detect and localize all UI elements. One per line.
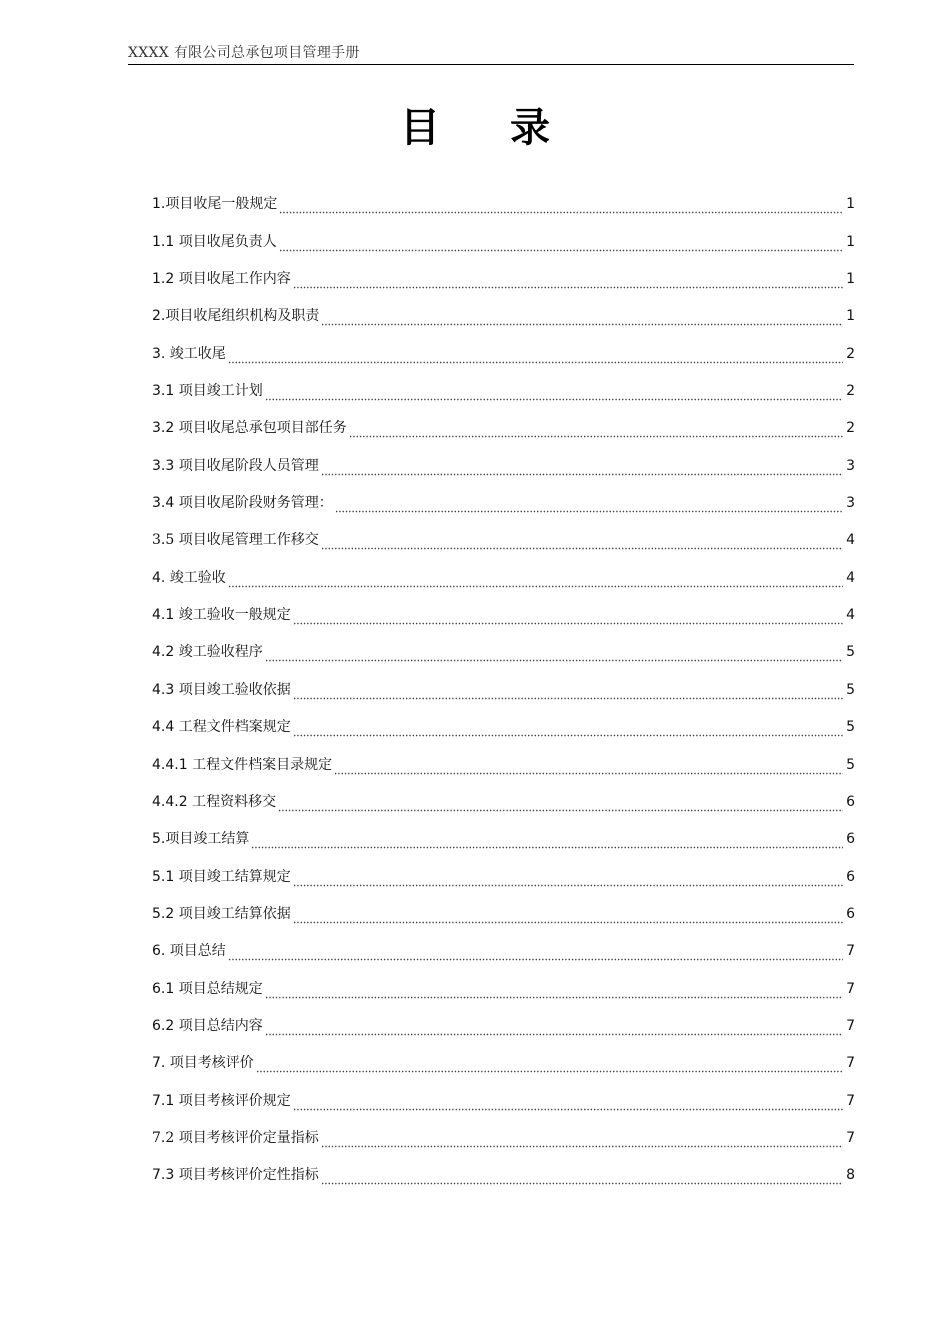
dot-leader xyxy=(279,202,843,214)
toc-entry-label: 3.5 项目收尾管理工作移交 xyxy=(152,532,319,549)
toc-entry-label: 2.项目收尾组织机构及职责 xyxy=(152,308,320,325)
dot-leader xyxy=(321,538,843,550)
toc-entry-label: 4.3 项目竣工验收依据 xyxy=(152,681,291,698)
toc-entry-label: 6.1 项目总结规定 xyxy=(152,980,263,997)
toc-entry-page: 7 xyxy=(846,1055,855,1072)
toc-entry[interactable] xyxy=(152,485,855,522)
toc-entry-page: 1 xyxy=(846,271,855,288)
toc-entry-label: 4.4 工程文件档案规定 xyxy=(152,719,291,736)
toc-entry-page: 5 xyxy=(846,644,855,661)
dot-leader xyxy=(293,277,843,289)
toc-entry-label: 4.4.2 工程资料移交 xyxy=(152,793,277,810)
toc-entry[interactable] xyxy=(152,298,855,335)
page-header xyxy=(128,42,854,65)
dot-leader xyxy=(265,650,843,662)
toc-entry-label: 1.1 项目收尾负责人 xyxy=(152,233,277,250)
toc-entry[interactable] xyxy=(152,335,855,372)
toc-entry-page: 3 xyxy=(846,495,855,512)
dot-leader xyxy=(293,725,843,737)
dot-leader xyxy=(251,837,843,849)
toc-entry[interactable] xyxy=(152,671,855,708)
toc-entry-page: 6 xyxy=(846,905,855,922)
toc-entry-page: 3 xyxy=(846,457,855,474)
toc-entry[interactable] xyxy=(152,559,855,596)
toc-entry-page: 5 xyxy=(846,681,855,698)
dot-leader xyxy=(256,1061,843,1073)
toc-entry-page: 5 xyxy=(846,719,855,736)
toc-entry-label: 3. 竣工收尾 xyxy=(152,345,226,362)
toc-entry-label: 1.2 项目收尾工作内容 xyxy=(152,271,291,288)
dot-leader xyxy=(334,763,843,775)
toc-entry[interactable] xyxy=(152,784,855,821)
toc-entry-page: 7 xyxy=(846,980,855,997)
toc-entry-label: 6. 项目总结 xyxy=(152,943,226,960)
toc-entry-page: 2 xyxy=(846,345,855,362)
dot-leader xyxy=(278,800,843,812)
dot-leader xyxy=(265,1024,843,1036)
toc-entry-page: 7 xyxy=(846,1129,855,1146)
toc-entry[interactable] xyxy=(152,821,855,858)
dot-leader xyxy=(349,426,843,438)
toc-entry[interactable] xyxy=(152,634,855,671)
toc-entry-label: 7.1 项目考核评价规定 xyxy=(152,1092,291,1109)
toc-entry-page: 7 xyxy=(846,943,855,960)
toc-entry-page: 8 xyxy=(846,1167,855,1184)
toc-entry[interactable] xyxy=(152,186,855,223)
dot-leader xyxy=(321,1173,843,1185)
toc-entry-page: 1 xyxy=(846,308,855,325)
toc-entry-page: 7 xyxy=(846,1017,855,1034)
toc-entry[interactable] xyxy=(152,896,855,933)
toc-entry-page: 4 xyxy=(846,532,855,549)
toc-entry[interactable] xyxy=(152,410,855,447)
toc-entry[interactable] xyxy=(152,1157,855,1194)
toc-entry-page: 2 xyxy=(846,383,855,400)
dot-leader xyxy=(321,1136,843,1148)
toc-entry-label: 4.1 竣工验收一般规定 xyxy=(152,607,291,624)
dot-leader xyxy=(228,576,843,588)
toc-entry-label: 5.项目竣工结算 xyxy=(152,831,250,848)
toc-entry-label: 7. 项目考核评价 xyxy=(152,1055,254,1072)
dot-leader xyxy=(293,688,843,700)
toc-entry[interactable] xyxy=(152,373,855,410)
toc-entry[interactable] xyxy=(152,1045,855,1082)
toc-entry-page: 1 xyxy=(846,196,855,213)
toc-entry[interactable] xyxy=(152,1082,855,1119)
toc-entry[interactable] xyxy=(152,858,855,895)
toc-entry-label: 3.1 项目竣工计划 xyxy=(152,383,263,400)
toc-entry-page: 4 xyxy=(846,569,855,586)
toc-entry[interactable] xyxy=(152,261,855,298)
running-title: XXXX 有限公司总承包项目管理手册 xyxy=(128,45,360,61)
toc-entry[interactable] xyxy=(152,447,855,484)
toc-entry[interactable] xyxy=(152,746,855,783)
dot-leader xyxy=(228,352,843,364)
toc-entry-label: 5.2 项目竣工结算依据 xyxy=(152,905,291,922)
dot-leader xyxy=(335,501,843,513)
toc-entry-label: 7.2 项目考核评价定量指标 xyxy=(152,1129,319,1146)
toc-entry-page: 7 xyxy=(846,1092,855,1109)
toc-entry-page: 2 xyxy=(846,420,855,437)
toc-entry-page: 6 xyxy=(846,793,855,810)
dot-leader xyxy=(279,240,843,252)
toc-entry-label: 1.项目收尾一般规定 xyxy=(152,196,278,213)
toc-entry[interactable] xyxy=(152,933,855,970)
toc-entry-label: 3.3 项目收尾阶段人员管理 xyxy=(152,457,319,474)
toc-list xyxy=(152,186,855,1194)
dot-leader xyxy=(293,875,843,887)
toc-entry[interactable] xyxy=(152,597,855,634)
toc-entry-label: 6.2 项目总结内容 xyxy=(152,1017,263,1034)
toc-entry-label: 4.4.1 工程文件档案目录规定 xyxy=(152,756,333,773)
toc-entry[interactable] xyxy=(152,223,855,260)
dot-leader xyxy=(265,389,843,401)
dot-leader xyxy=(293,1099,843,1111)
dot-leader xyxy=(321,464,843,476)
dot-leader xyxy=(228,949,843,961)
toc-entry-page: 5 xyxy=(846,756,855,773)
toc-entry[interactable] xyxy=(152,1008,855,1045)
toc-entry[interactable] xyxy=(152,970,855,1007)
toc-entry[interactable] xyxy=(152,522,855,559)
toc-entry-label: 3.2 项目收尾总承包项目部任务 xyxy=(152,420,347,437)
toc-entry-page: 6 xyxy=(846,868,855,885)
toc-entry-label: 7.3 项目考核评价定性指标 xyxy=(152,1167,319,1184)
toc-title xyxy=(0,100,950,156)
toc-entry-label: 3.4 项目收尾阶段财务管理： xyxy=(152,495,333,512)
dot-leader xyxy=(293,613,843,625)
toc-entry-page: 6 xyxy=(846,831,855,848)
toc-entry-label: 5.1 项目竣工结算规定 xyxy=(152,868,291,885)
dot-leader xyxy=(293,912,843,924)
toc-entry-page: 1 xyxy=(846,233,855,250)
dot-leader xyxy=(321,314,843,326)
toc-entry[interactable] xyxy=(152,709,855,746)
toc-entry-label: 4.2 竣工验收程序 xyxy=(152,644,263,661)
toc-entry-page: 4 xyxy=(846,607,855,624)
toc-entry[interactable] xyxy=(152,1120,855,1157)
dot-leader xyxy=(265,987,843,999)
toc-entry-label: 4. 竣工验收 xyxy=(152,569,226,586)
toc-title-char: 目 xyxy=(400,105,440,151)
toc-title-char: 录 xyxy=(510,105,550,151)
